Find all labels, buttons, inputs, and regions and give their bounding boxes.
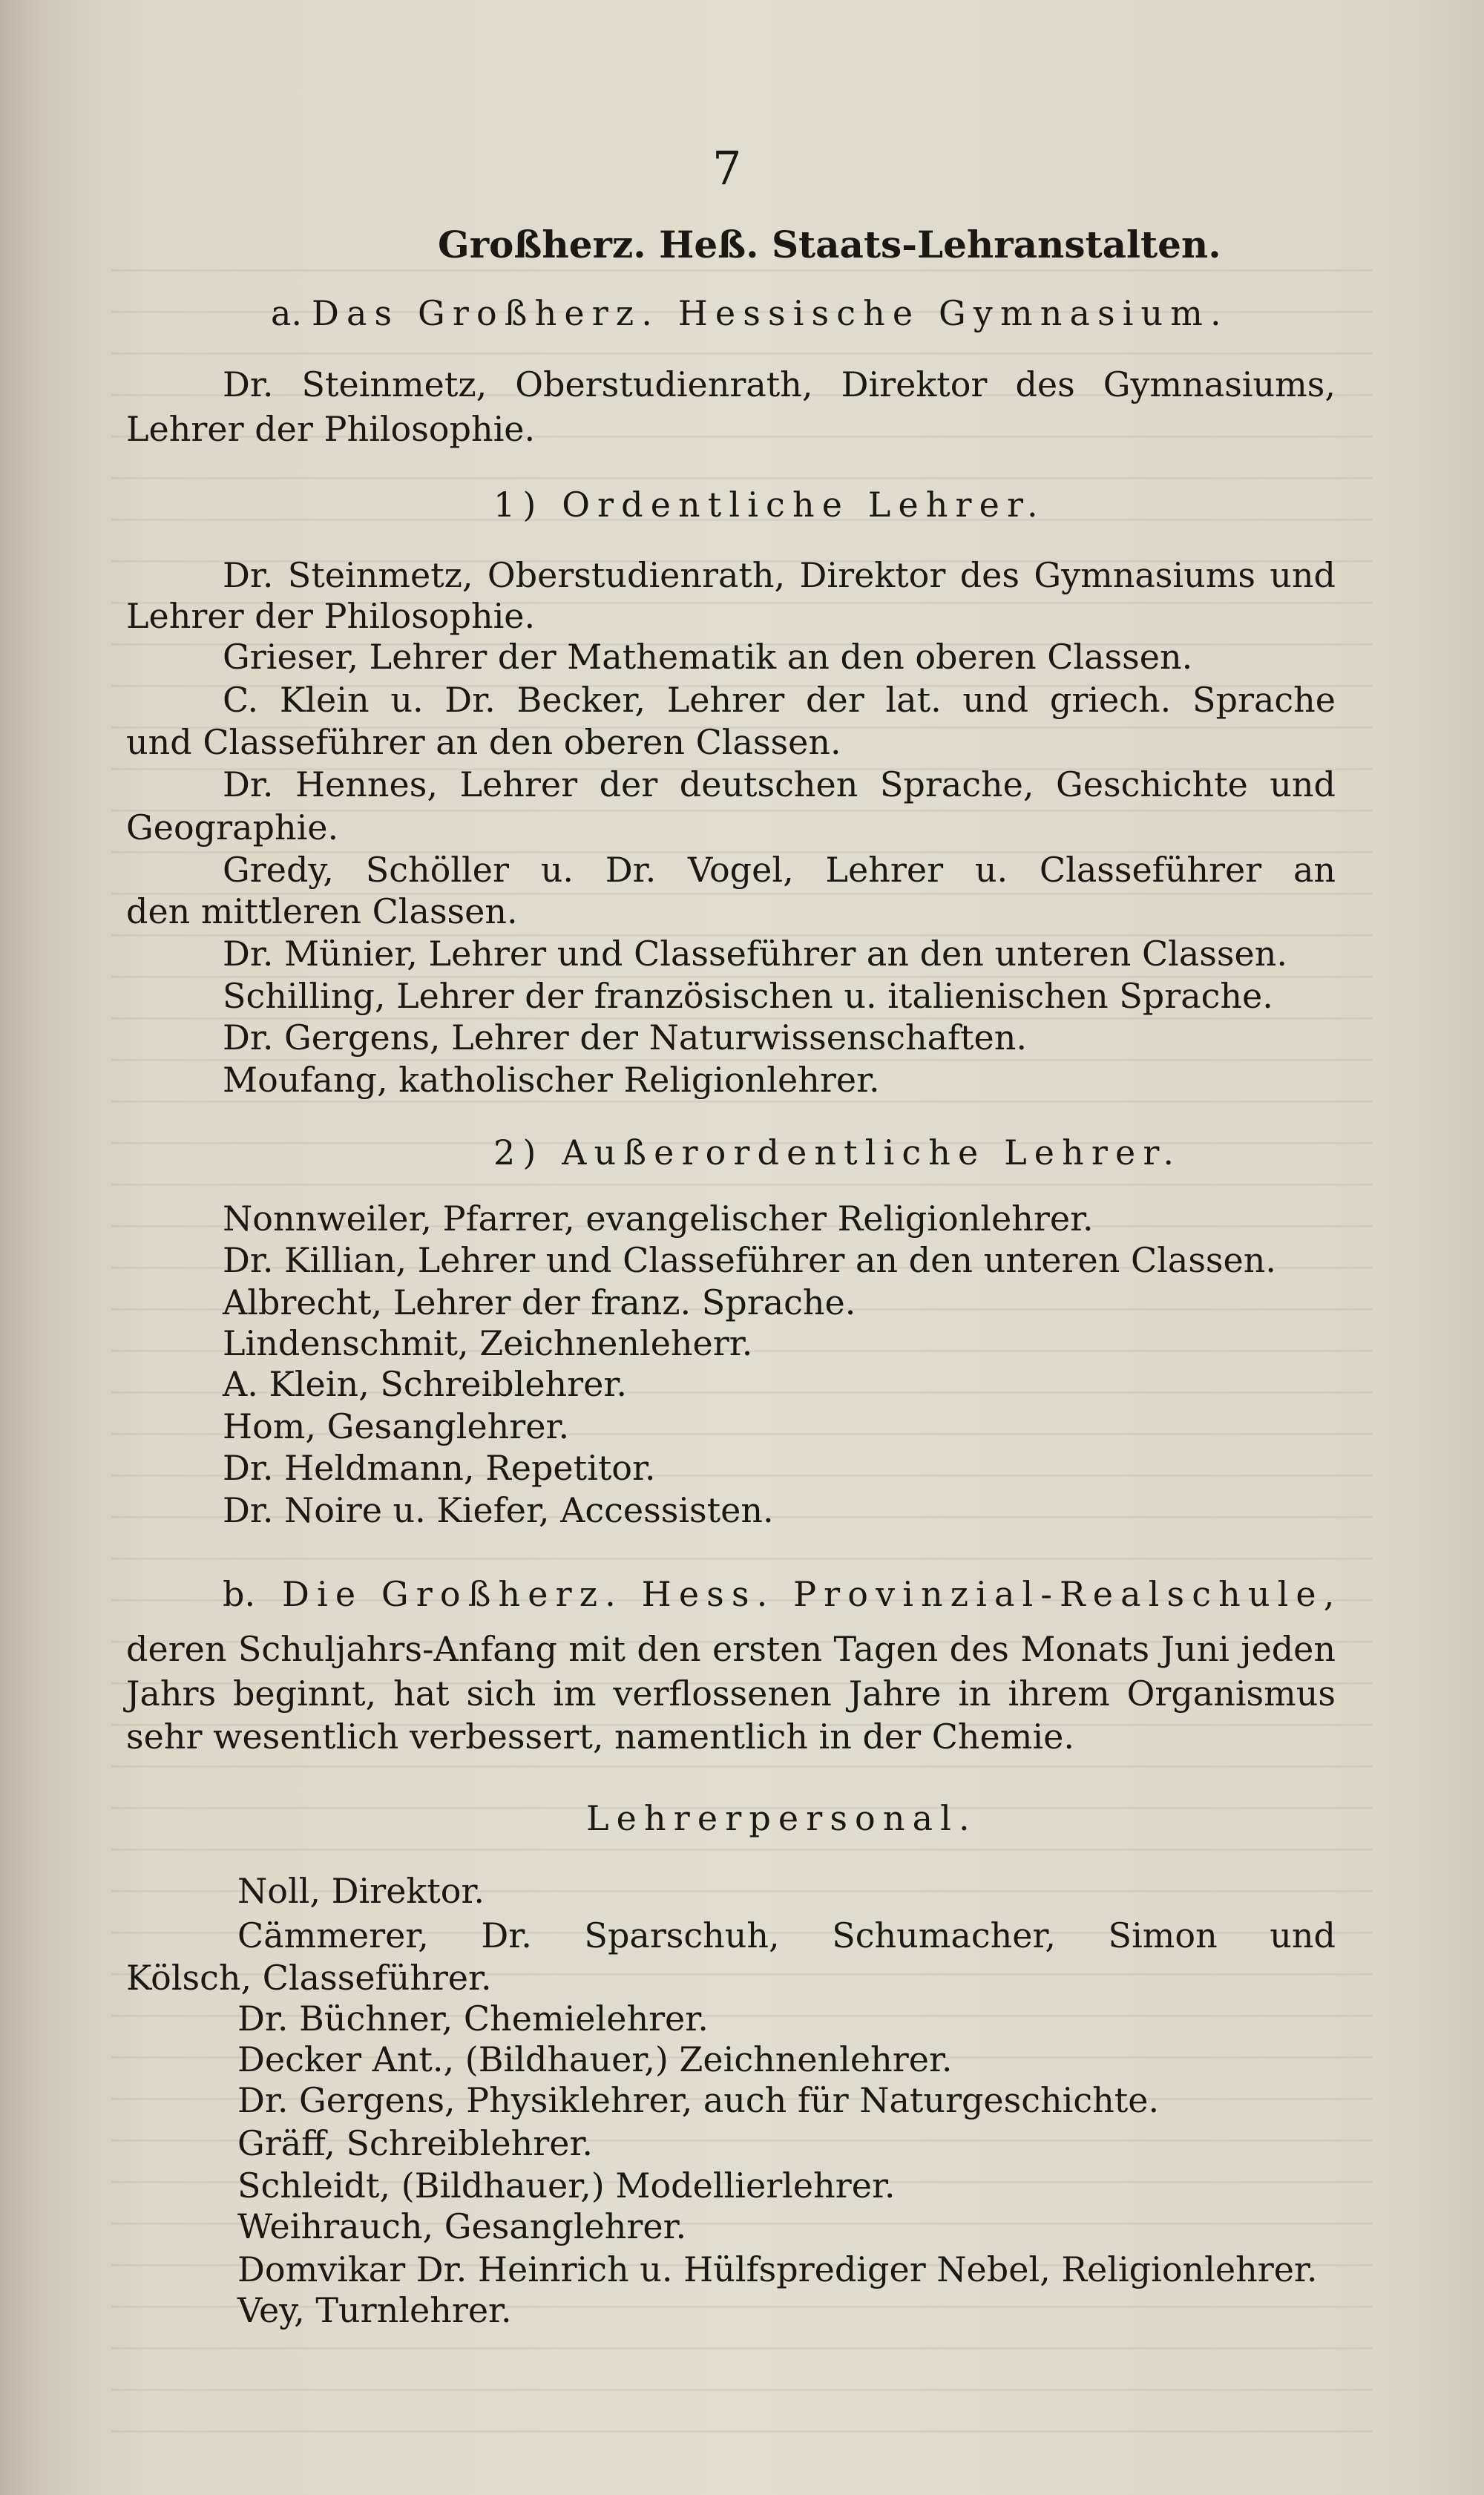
ausserordentliche-heading: 2) Außerordentliche Lehrer. bbox=[493, 1132, 1182, 1173]
ordentliche-heading: 1) Ordentliche Lehrer. bbox=[493, 485, 1045, 525]
ausserordentliche-line: Lindenschmit, Zeichnenleherr. bbox=[223, 1323, 753, 1363]
personal-line: Kölsch, Classeführer. bbox=[126, 1958, 492, 1998]
realschule-marker: b. bbox=[223, 1574, 256, 1614]
ordentliche-line: Moufang, katholischer Religionlehrer. bbox=[223, 1060, 880, 1100]
gymnasium-marker: a. bbox=[271, 293, 303, 333]
personal-line: Noll, Direktor. bbox=[237, 1871, 485, 1911]
ordentliche-line: Dr. Münier, Lehrer und Classeführer an den unteren Classen. bbox=[223, 934, 1287, 974]
ordentliche-line: Grieser, Lehrer der Mathematik an den oberen Classen. bbox=[223, 637, 1193, 677]
ordentliche-line: Gredy, Schöller u. Dr. Vogel, Lehrer u. Classeführer an bbox=[223, 850, 1336, 890]
ordentliche-line: den mittleren Classen. bbox=[126, 891, 518, 931]
personal-line: Gräff, Schreiblehrer. bbox=[237, 2123, 594, 2163]
ordentliche-line: Lehrer der Philosophie. bbox=[126, 596, 536, 636]
personal-line: Weihrauch, Gesanglehrer. bbox=[237, 2206, 687, 2246]
personal-line: Vey, Turnlehrer. bbox=[237, 2290, 512, 2330]
ausserordentliche-line: A. Klein, Schreiblehrer. bbox=[223, 1364, 627, 1404]
main-title: Großherz. Heß. Staats-Lehranstalten. bbox=[438, 223, 1221, 266]
ordentliche-line: Dr. Hennes, Lehrer der deutschen Sprache, Geschichte und bbox=[223, 764, 1336, 804]
ausserordentliche-line: Albrecht, Lehrer der franz. Sprache. bbox=[223, 1282, 856, 1322]
personal-line: Dr. Büchner, Chemielehrer. bbox=[237, 1999, 709, 2039]
gymnasium-heading: Das Großherz. Hessische Gymnasium. bbox=[312, 293, 1229, 333]
realschule-text-line: deren Schuljahrs-Anfang mit den ersten Tagen des Monats Juni jeden bbox=[126, 1629, 1336, 1669]
personal-line: Decker Ant., (Bildhauer,) Zeichnenlehrer. bbox=[237, 2039, 953, 2079]
personal-line: Dr. Gergens, Physiklehrer, auch für Naturgeschichte. bbox=[237, 2080, 1160, 2120]
ausserordentliche-line: Nonnweiler, Pfarrer, evangelischer Religionlehrer. bbox=[223, 1199, 1094, 1239]
ausserordentliche-line: Dr. Noire u. Kiefer, Accessisten. bbox=[223, 1490, 774, 1530]
ausserordentliche-line: Dr. Killian, Lehrer und Classeführer an den unteren Classen. bbox=[223, 1240, 1277, 1280]
ausserordentliche-line: Hom, Gesanglehrer. bbox=[223, 1406, 570, 1446]
ordentliche-line: Dr. Steinmetz, Oberstudienrath, Direktor des Gymnasiums und bbox=[223, 555, 1336, 595]
page-number: 7 bbox=[712, 141, 742, 195]
ordentliche-line: und Classeführer an den oberen Classen. bbox=[126, 722, 841, 762]
personal-line: Schleidt, (Bildhauer,) Modellierlehrer. bbox=[237, 2165, 896, 2206]
ordentliche-line: Dr. Gergens, Lehrer der Naturwissenschaften. bbox=[223, 1017, 1027, 1058]
director-line-2: Lehrer der Philosophie. bbox=[126, 409, 536, 449]
ordentliche-line: Geographie. bbox=[126, 807, 339, 847]
director-line-1: Dr. Steinmetz, Oberstudienrath, Direktor des Gymnasiums, bbox=[223, 364, 1336, 404]
realschule-text-line: sehr wesentlich verbessert, namentlich in der Chemie. bbox=[126, 1717, 1074, 1757]
personal-line: Domvikar Dr. Heinrich u. Hülfsprediger Nebel, Religionlehrer. bbox=[237, 2249, 1318, 2289]
personal-heading: Lehrerpersonal. bbox=[586, 1798, 977, 1838]
realschule-heading: Die Großherz. Hess. Provinzial-Realschule, bbox=[282, 1574, 1342, 1614]
personal-line: Cämmerer, Dr. Sparschuh, Schumacher, Simon und bbox=[237, 1915, 1336, 1955]
ordentliche-line: Schilling, Lehrer der französischen u. italienischen Sprache. bbox=[223, 976, 1273, 1016]
ausserordentliche-line: Dr. Heldmann, Repetitor. bbox=[223, 1448, 656, 1488]
realschule-text-line: Jahrs beginnt, hat sich im verflossenen Jahre in ihrem Organismus bbox=[126, 1673, 1336, 1714]
ordentliche-line: C. Klein u. Dr. Becker, Lehrer der lat. und griech. Sprache bbox=[223, 680, 1336, 720]
